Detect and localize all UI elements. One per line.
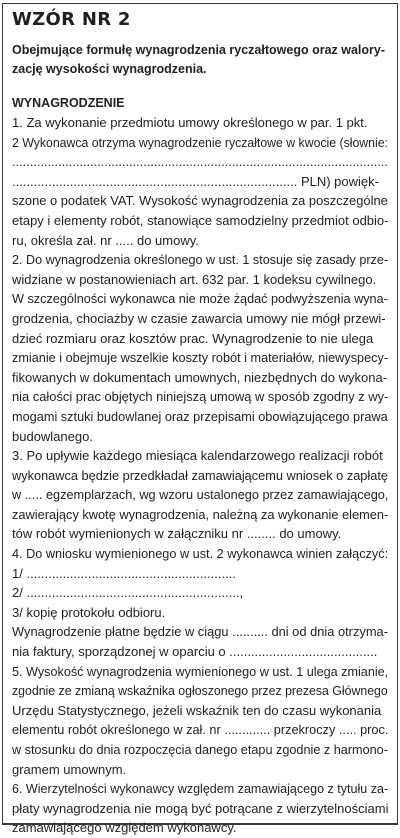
body-line: 1. Za wykonanie przedmiotu umowy określonego w par. 1 pkt. [12, 115, 368, 130]
body-line: 5. Wysokość wynagrodzenia wymienionego w ust. 1 ulega zmianie, [12, 663, 389, 679]
body-line: ru, określa zał. nr ..... do umowy. [12, 232, 199, 248]
body-line: 2. Do wynagrodzenia określonego w ust. 1 stosuje się zasady prze- [12, 252, 389, 268]
body-line: Urzędu Statystycznego, jeżeli wskaźnik ten do czasu wykonania [12, 702, 382, 718]
body-line: Wynagrodzenie płatne będzie w ciągu .......... dni od dnia otrzyma- [12, 624, 388, 640]
body-line: grodzenia, chociażby w czasie zawarcia umowy nie mógł przewi- [12, 310, 386, 326]
body-line: fikowanych w dokumentach umownych, niezbędnych do wykona- [12, 369, 388, 385]
document-subtitle [12, 41, 388, 79]
body-line: mogami sztuki budowlanej oraz przepisami obowiązującego prawa [12, 408, 388, 424]
document-body [12, 113, 388, 838]
body-line: wykonawca będzie przedkładał zamawiającemu wniosek o zapłatę [12, 467, 388, 483]
body-line: zmianie i obejmuje wszelkie koszty robót i materiałów, niewyspecy- [12, 350, 389, 366]
section-heading: WYNAGRODZENIE [12, 96, 125, 110]
body-line: budowlanego. [12, 428, 93, 444]
body-line: płaty wynagrodzenia nie mogą być potrącane z wierzytelnościami [12, 800, 389, 816]
subtitle-line: Obejmujące formułę wynagrodzenia ryczałtowego oraz walory- [12, 43, 386, 57]
body-line: 3. Po upływie każdego miesiąca kalendarzowego realizacji robót [12, 448, 383, 464]
body-line: tów robót wymienionych w załączniku nr ........ do umowy. [12, 526, 342, 542]
body-line: widziane w postanowieniach art. 632 par. 1 kodeksu cywilnego. [12, 271, 377, 287]
body-line: w ..... egzemplarzach, wg wzoru ustalonego przez zamawiającego, [12, 487, 389, 503]
body-line: ............................................................................... PLN) powięk- [12, 173, 379, 189]
bottom-rule [3, 823, 397, 824]
body-line: nia całości prac objętych niniejszą umową w sposób zgodny z wy- [12, 389, 389, 405]
body-line: nia faktury, sporządzonej w oparciu o ......................................... [12, 644, 378, 660]
body-line: zgodnie ze zmianą wskaźnika ogłoszonego przez prezesa Głównego [12, 683, 388, 699]
document-title: WZÓR NR 2 [12, 9, 131, 30]
body-line: 1/ .......................................................... [12, 565, 236, 581]
body-line: 2 Wykonawca otrzyma wynagrodzenie ryczałtowe w kwocie (słownie: [12, 134, 388, 150]
body-line: 4. Do wniosku wymienionego w ust. 2 wykonawca winien załączyć: [12, 546, 389, 562]
body-line: szone o podatek VAT. Wysokość wynagrodzenia za poszczególne [12, 193, 388, 209]
body-line: 2/ ..........................................................., [12, 585, 244, 601]
body-line: elementu robót określonego w zał. nr ............. przekroczy ..... proc. [12, 722, 389, 738]
body-line: .......................................................................................................... [12, 154, 388, 170]
body-line: W szczególności wykonawca nie może żądać podwyższenia wyna- [12, 291, 388, 307]
body-line: 3/ kopię protokołu odbioru. [12, 604, 166, 620]
body-line: zamawiającego względem wykonawcy. [12, 820, 237, 836]
body-line: dzieć rozmiaru oraz kosztów prac. Wynagrodzenie to nie ulega [12, 330, 374, 346]
body-line: 6. Wierzytelności wykonawcy względem zamawiającego z tytułu za- [12, 781, 389, 797]
subtitle-line: zację wysokości wynagrodzenia. [12, 62, 207, 76]
body-line: zawierający kwotę wynagrodzenia, należną za wykonanie elemen- [12, 506, 389, 522]
body-line: w stosunku do dnia rozpoczęcia danego etapu zgodnie z harmono- [12, 742, 388, 757]
body-line: etapy i elementy robót, stanowiące samodzielny przedmiot odbio- [12, 212, 389, 228]
document-frame [2, 3, 398, 836]
body-line: gramem umownym. [12, 761, 127, 777]
